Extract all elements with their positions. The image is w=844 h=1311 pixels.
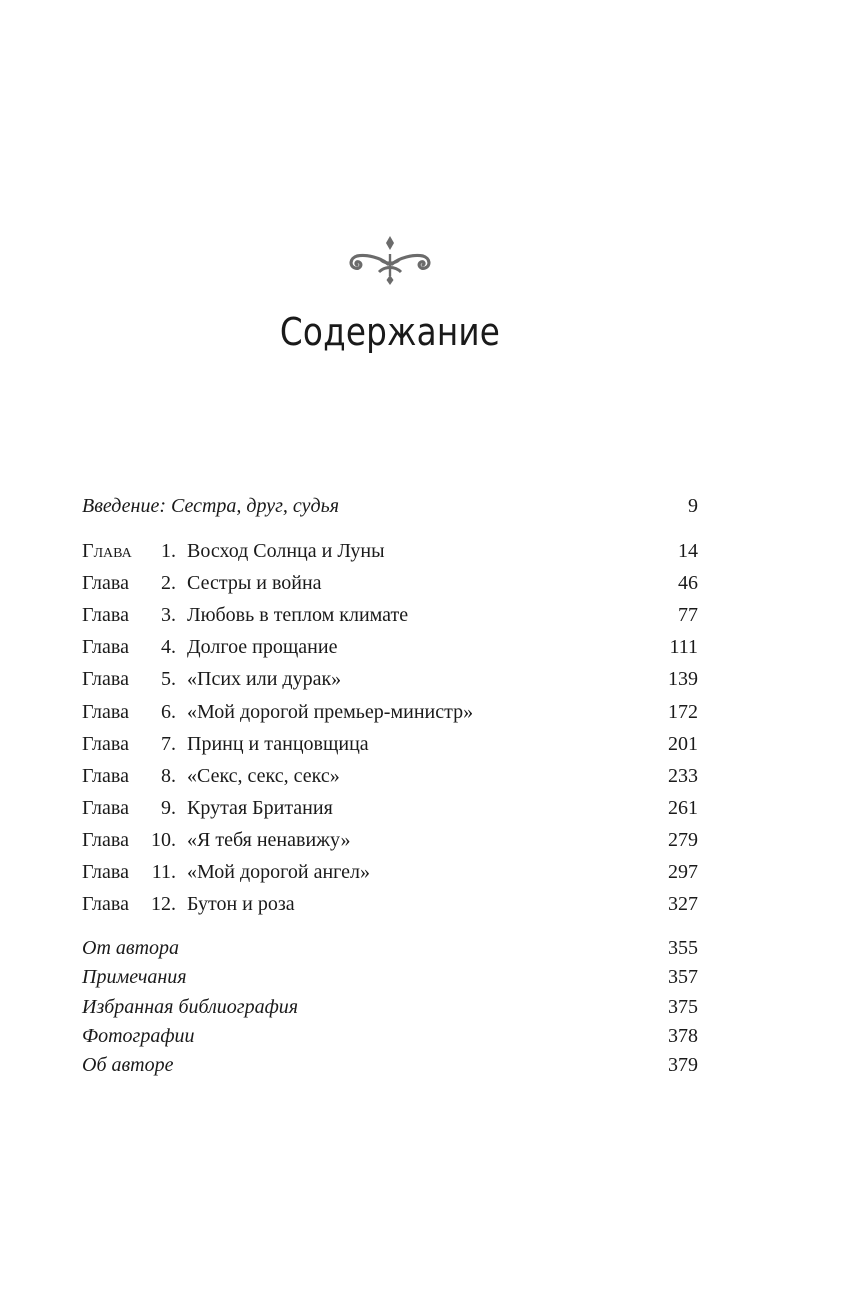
toc-entry-page: 378 <box>668 1025 698 1047</box>
chapter-page: 172 <box>668 701 698 723</box>
chapter-word: Глава <box>82 668 129 690</box>
chapter-title: «Секс, секс, секс» <box>187 765 340 787</box>
toc-entry-page: 375 <box>668 996 698 1018</box>
toc-chapter-4 <box>82 633 698 661</box>
chapter-number: 12. <box>151 893 176 915</box>
chapter-number: 8. <box>161 765 176 787</box>
chapter-word: Глава <box>82 797 129 819</box>
toc-back-matter-item <box>82 934 698 962</box>
chapter-title: «Псих или дурак» <box>187 668 342 690</box>
chapter-title: Восход Солнца и Луны <box>187 540 385 562</box>
toc-back-matter-item <box>82 1051 698 1079</box>
toc-chapter-5 <box>82 665 698 693</box>
toc-entry-page: 357 <box>668 966 698 988</box>
toc-entry-title: Избранная библиография <box>82 996 299 1018</box>
chapter-title: «Мой дорогой премьер-министр» <box>187 701 474 723</box>
toc-entry-title: От автора <box>82 937 180 959</box>
toc-chapter-3 <box>82 601 698 629</box>
chapter-number: 4. <box>161 636 176 658</box>
chapter-word: Глава <box>82 572 129 594</box>
chapter-title: Бутон и роза <box>187 893 295 915</box>
fleuron-ornament-icon <box>345 234 435 286</box>
chapter-word: Глава <box>82 765 129 787</box>
toc-entry-title: Фотографии <box>82 1025 195 1047</box>
toc-entry-title: Об авторе <box>82 1054 174 1076</box>
toc-entry-page: 9 <box>688 495 698 517</box>
page-title: Содержание <box>279 310 501 354</box>
toc-chapter-2 <box>82 569 698 597</box>
toc-chapter-8 <box>82 762 698 790</box>
chapter-title: Любовь в теплом климате <box>187 604 409 626</box>
chapter-number: 9. <box>161 797 176 819</box>
toc-entry-title: Примечания <box>82 966 187 988</box>
toc-chapter-12 <box>82 890 698 918</box>
toc-intro <box>82 492 698 520</box>
chapter-number: 10. <box>151 829 176 851</box>
chapter-word: Глава <box>82 604 129 626</box>
chapter-page: 327 <box>668 893 698 915</box>
chapter-page: 279 <box>668 829 698 851</box>
chapter-page: 77 <box>678 604 698 626</box>
chapter-title: Сестры и война <box>187 572 322 594</box>
toc-back-matter-item <box>82 993 698 1021</box>
toc-chapter-7 <box>82 730 698 758</box>
toc-back-matter-item <box>82 1022 698 1050</box>
chapter-word: Глава <box>82 893 129 915</box>
chapter-number: 7. <box>161 733 176 755</box>
toc-entry-page: 355 <box>668 937 698 959</box>
toc-entry-page: 379 <box>668 1054 698 1076</box>
chapter-number: 2. <box>161 572 176 594</box>
chapter-number: 5. <box>161 668 176 690</box>
toc-back-matter-item <box>82 963 698 991</box>
chapter-number: 3. <box>161 604 176 626</box>
chapter-word: Глава <box>82 636 129 658</box>
toc-chapter-6 <box>82 698 698 726</box>
toc-chapter-9 <box>82 794 698 822</box>
chapter-page: 46 <box>678 572 698 594</box>
chapter-word: Глава <box>82 701 129 723</box>
chapter-page: 201 <box>668 733 698 755</box>
chapter-page: 233 <box>668 765 698 787</box>
toc-chapter-1 <box>82 537 698 565</box>
chapter-word: Глава <box>82 540 132 562</box>
chapter-title: Долгое прощание <box>187 636 338 658</box>
chapter-word: Глава <box>82 829 129 851</box>
chapter-title: Крутая Британия <box>187 797 333 819</box>
chapter-page: 139 <box>668 668 698 690</box>
chapter-title: «Я тебя ненавижу» <box>187 829 351 851</box>
toc-entry-title: Введение: Сестра, друг, судья <box>82 495 339 517</box>
chapter-word: Глава <box>82 733 129 755</box>
chapter-title: Принц и танцовщица <box>187 733 369 755</box>
chapter-number: 1. <box>161 540 176 562</box>
chapter-number: 6. <box>161 701 176 723</box>
chapter-number: 11. <box>151 861 176 883</box>
chapter-title: «Мой дорогой ангел» <box>187 861 370 883</box>
chapter-page: 297 <box>668 861 698 883</box>
chapter-page: 14 <box>678 540 698 562</box>
toc-chapter-11 <box>82 858 698 886</box>
toc-chapter-10 <box>82 826 698 854</box>
chapter-word: Глава <box>82 861 129 883</box>
chapter-page: 111 <box>669 636 698 658</box>
chapter-page: 261 <box>668 797 698 819</box>
